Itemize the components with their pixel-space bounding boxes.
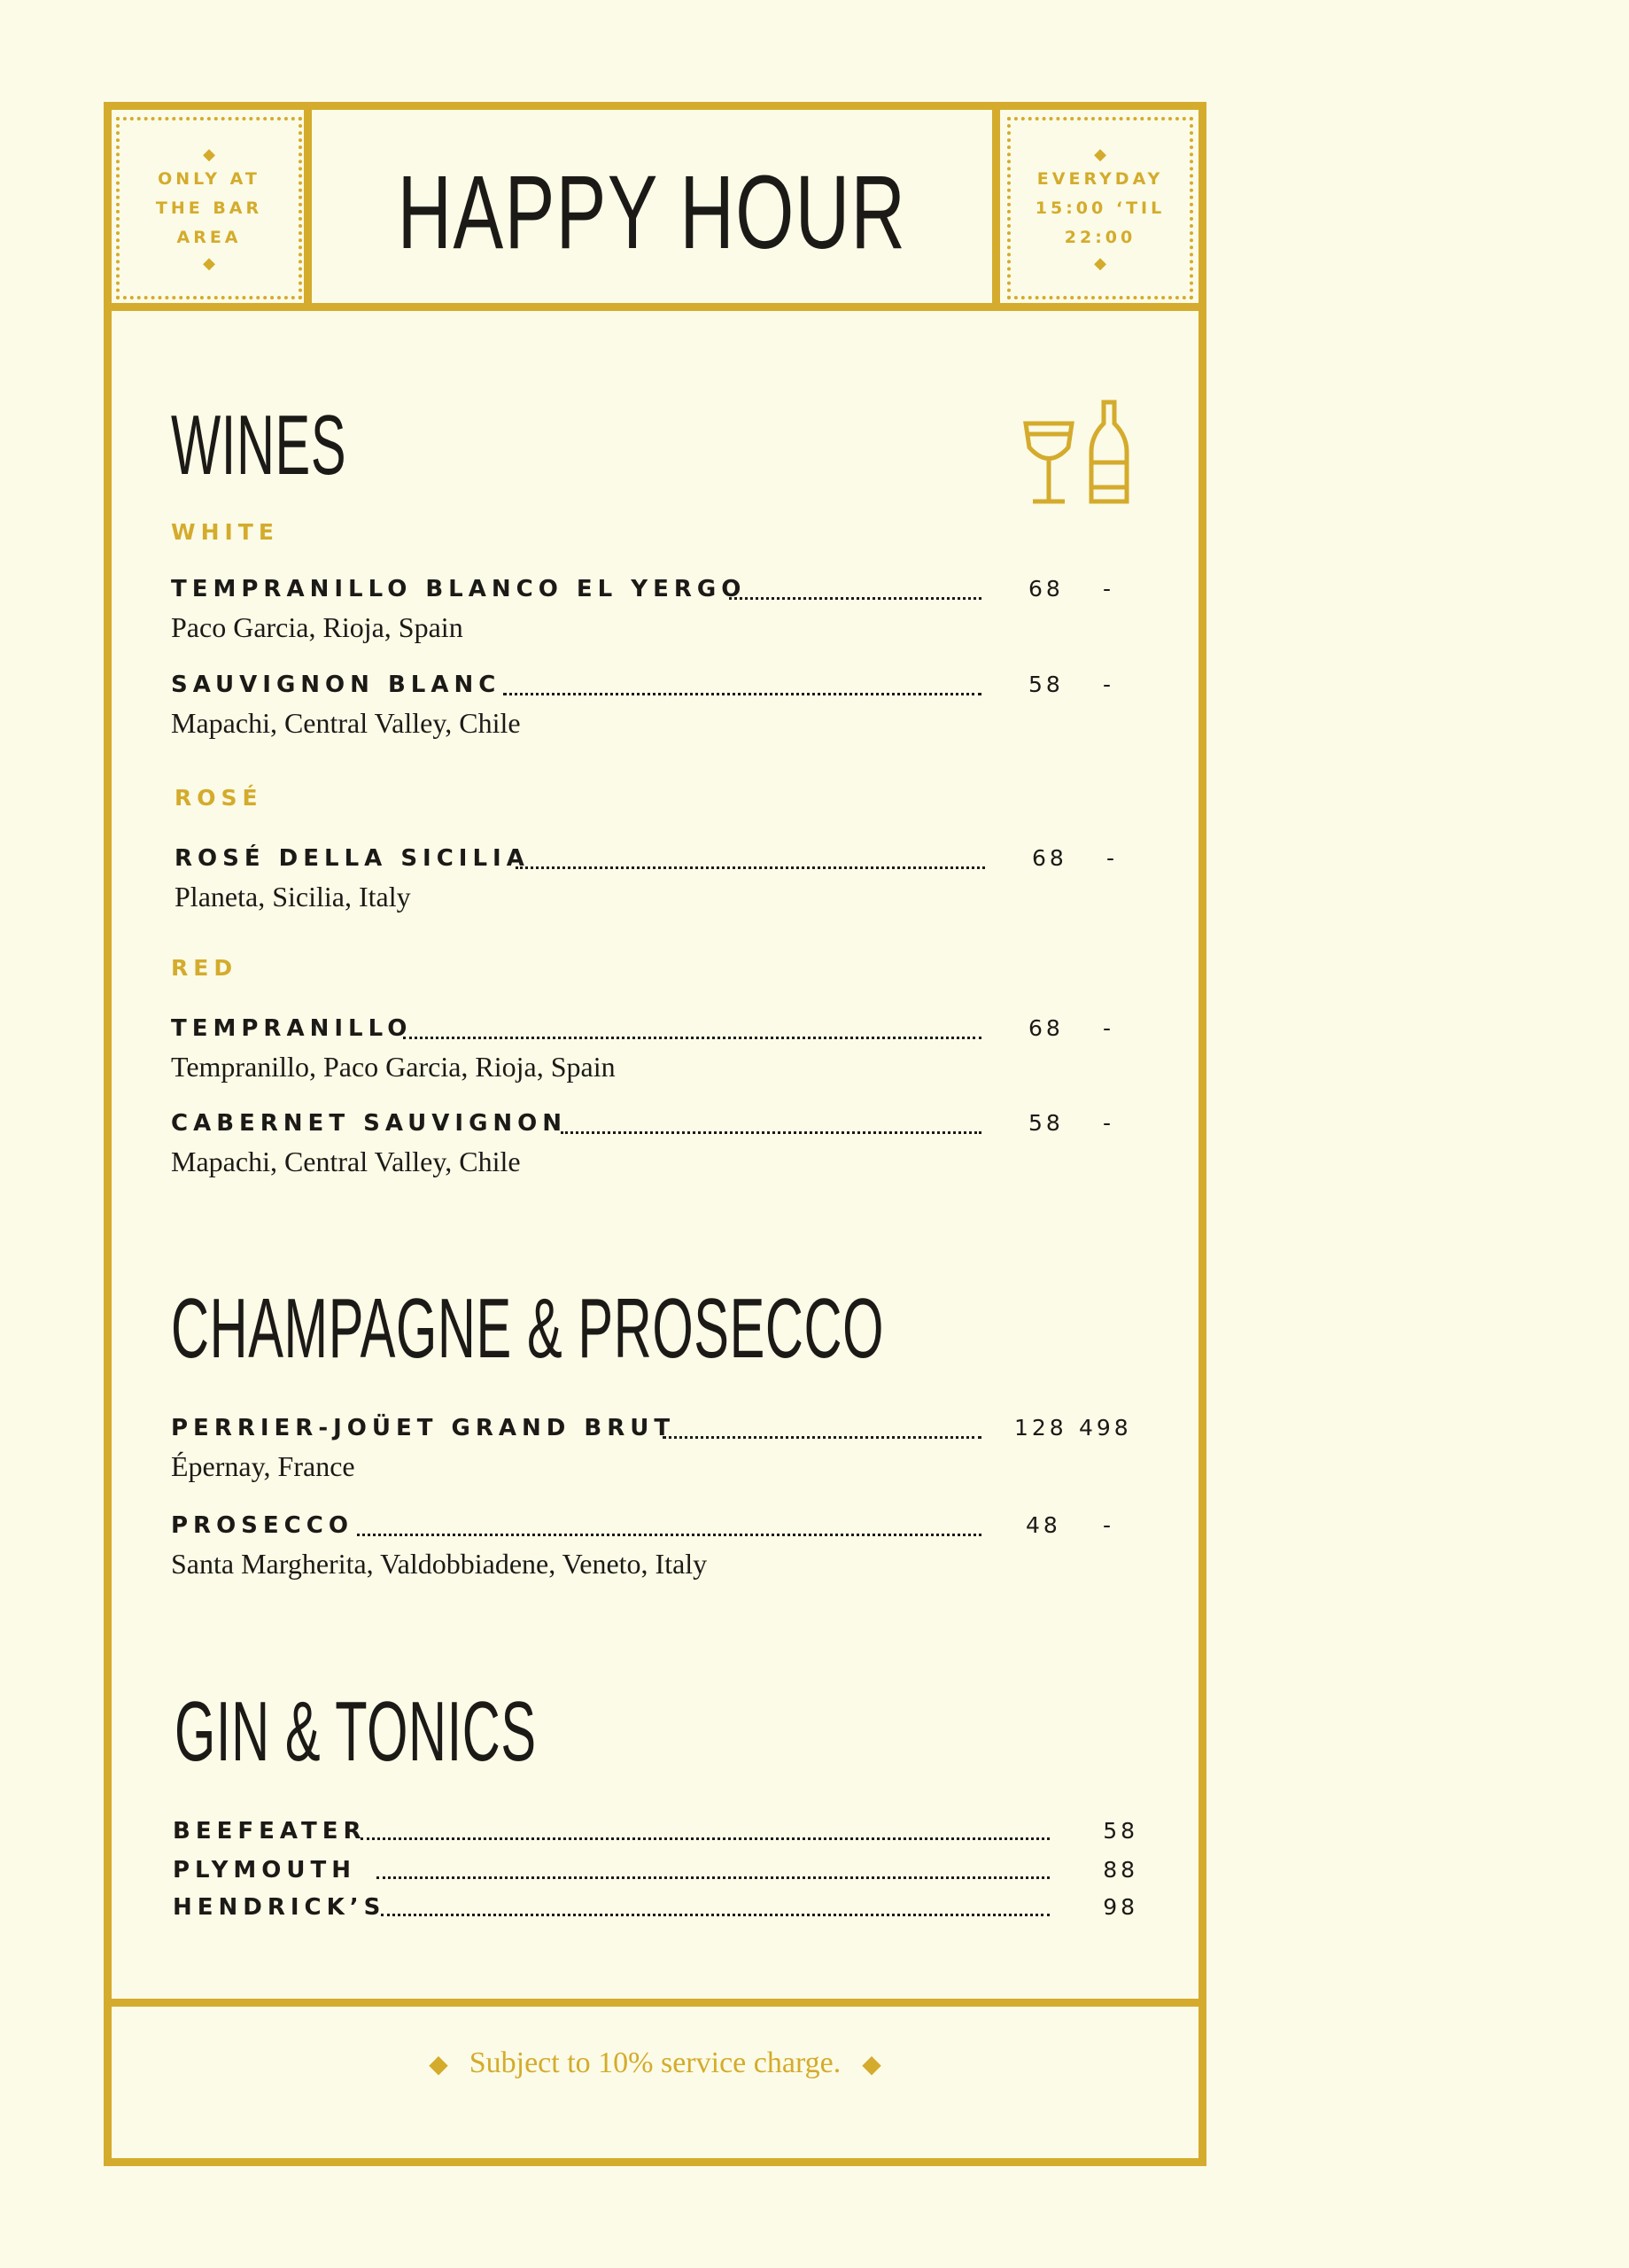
- item-name: PROSECCO: [171, 1512, 353, 1539]
- item-origin: Paco Garcia, Rioja, Spain: [171, 611, 463, 643]
- item-name: CABERNET SAUVIGNON: [171, 1110, 568, 1137]
- bottle-price: 498: [1079, 1415, 1132, 1441]
- bottle-price: -: [1103, 1110, 1115, 1136]
- bar-area-line: THE BAR: [155, 198, 263, 218]
- item-price: 88: [1103, 1857, 1138, 1883]
- service-charge-text: Subject to 10% service charge.: [469, 2047, 842, 2079]
- bottle-price: -: [1103, 576, 1115, 602]
- hours-line: 22:00: [1064, 227, 1136, 247]
- dotted-leader: [516, 866, 985, 869]
- white-subhead: WHITE: [171, 519, 279, 545]
- item-origin: Mapachi, Central Valley, Chile: [171, 707, 521, 739]
- champagne-title: CHAMPAGNE & PROSECCO: [171, 1281, 885, 1376]
- diamond-icon: ◆: [429, 2051, 448, 2078]
- glass-bottle-icons: [1019, 399, 1134, 514]
- diamond-icon: ◆: [1094, 144, 1106, 163]
- diamond-icon: ◆: [862, 2051, 881, 2078]
- bottle-price: -: [1103, 672, 1115, 697]
- wine-bottle-icon: [1091, 402, 1127, 501]
- item-origin: Santa Margherita, Valdobbiadene, Veneto, Italy: [171, 1548, 708, 1580]
- item-origin: Planeta, Sicilia, Italy: [175, 881, 411, 913]
- bar-area-box: [116, 117, 302, 299]
- menu-item: [171, 1110, 1163, 1190]
- bottle-price: -: [1103, 1512, 1115, 1538]
- dotted-leader: [663, 1436, 981, 1439]
- item-name: HENDRICK’S: [173, 1894, 386, 1921]
- dotted-leader: [503, 693, 981, 695]
- glass-price: 68: [1032, 845, 1067, 871]
- bar-area-line: ONLY AT: [158, 168, 260, 189]
- item-price: 98: [1103, 1894, 1138, 1920]
- wines-title: WINES: [171, 398, 347, 493]
- hours-box: [1007, 117, 1193, 299]
- item-origin: Mapachi, Central Valley, Chile: [171, 1146, 521, 1177]
- diamond-icon: ◆: [203, 144, 215, 163]
- service-charge-note: [104, 2047, 1206, 2080]
- dotted-leader: [561, 1131, 981, 1134]
- item-price: 58: [1103, 1818, 1138, 1844]
- gin-title: GIN & TONICS: [175, 1684, 537, 1779]
- menu-item: [175, 845, 1167, 925]
- menu-item: [173, 1857, 1138, 1887]
- dotted-leader: [357, 1534, 981, 1536]
- menu-item: [171, 1512, 1163, 1592]
- menu-item: [171, 1015, 1163, 1095]
- footer-divider: [104, 1999, 1206, 2007]
- hours-line: EVERYDAY: [1036, 168, 1164, 189]
- item-origin: Tempranillo, Paco Garcia, Rioja, Spain: [171, 1051, 616, 1083]
- menu-item: [171, 672, 1163, 751]
- menu-item: [171, 1415, 1163, 1495]
- menu-item: [171, 576, 1163, 656]
- bottle-price: -: [1106, 845, 1119, 871]
- diamond-icon: ◆: [1094, 253, 1106, 272]
- item-name: TEMPRANILLO BLANCO EL YERGO: [171, 576, 747, 602]
- bottle-price: -: [1103, 1015, 1115, 1041]
- glass-price: 58: [1028, 1110, 1064, 1136]
- header-divider-left: [304, 102, 312, 311]
- hours-line: 15:00 ‘TIL: [1035, 198, 1166, 218]
- dotted-leader: [381, 1914, 1050, 1916]
- page-title: HAPPY HOUR: [397, 154, 907, 271]
- item-name: SAUVIGNON BLANC: [171, 672, 501, 698]
- glass-price: 58: [1028, 672, 1064, 697]
- item-origin: Épernay, France: [171, 1450, 355, 1482]
- glass-price: 68: [1028, 1015, 1064, 1041]
- header-divider-right: [992, 102, 1000, 311]
- item-name: PLYMOUTH: [173, 1857, 356, 1884]
- dotted-leader: [403, 1037, 981, 1039]
- dotted-leader: [361, 1837, 1050, 1840]
- wine-glass-icon: [1026, 423, 1072, 501]
- red-subhead: RED: [171, 955, 238, 981]
- glass-price: 48: [1026, 1512, 1061, 1538]
- item-name: PERRIER-JOÜET GRAND BRUT: [171, 1415, 676, 1441]
- item-name: BEEFEATER: [173, 1818, 367, 1845]
- dotted-leader: [376, 1876, 1050, 1879]
- dotted-leader: [729, 597, 981, 600]
- item-name: ROSÉ DELLA SICILIA: [175, 845, 530, 872]
- bar-area-line: AREA: [176, 227, 242, 247]
- rose-subhead: ROSÉ: [175, 785, 263, 811]
- glass-price: 68: [1028, 576, 1064, 602]
- glass-price: 128: [1014, 1415, 1067, 1441]
- menu-item: [173, 1818, 1138, 1848]
- diamond-icon: ◆: [203, 253, 215, 272]
- header-divider: [104, 303, 1206, 311]
- menu-item: [173, 1894, 1138, 1924]
- item-name: TEMPRANILLO: [171, 1015, 413, 1042]
